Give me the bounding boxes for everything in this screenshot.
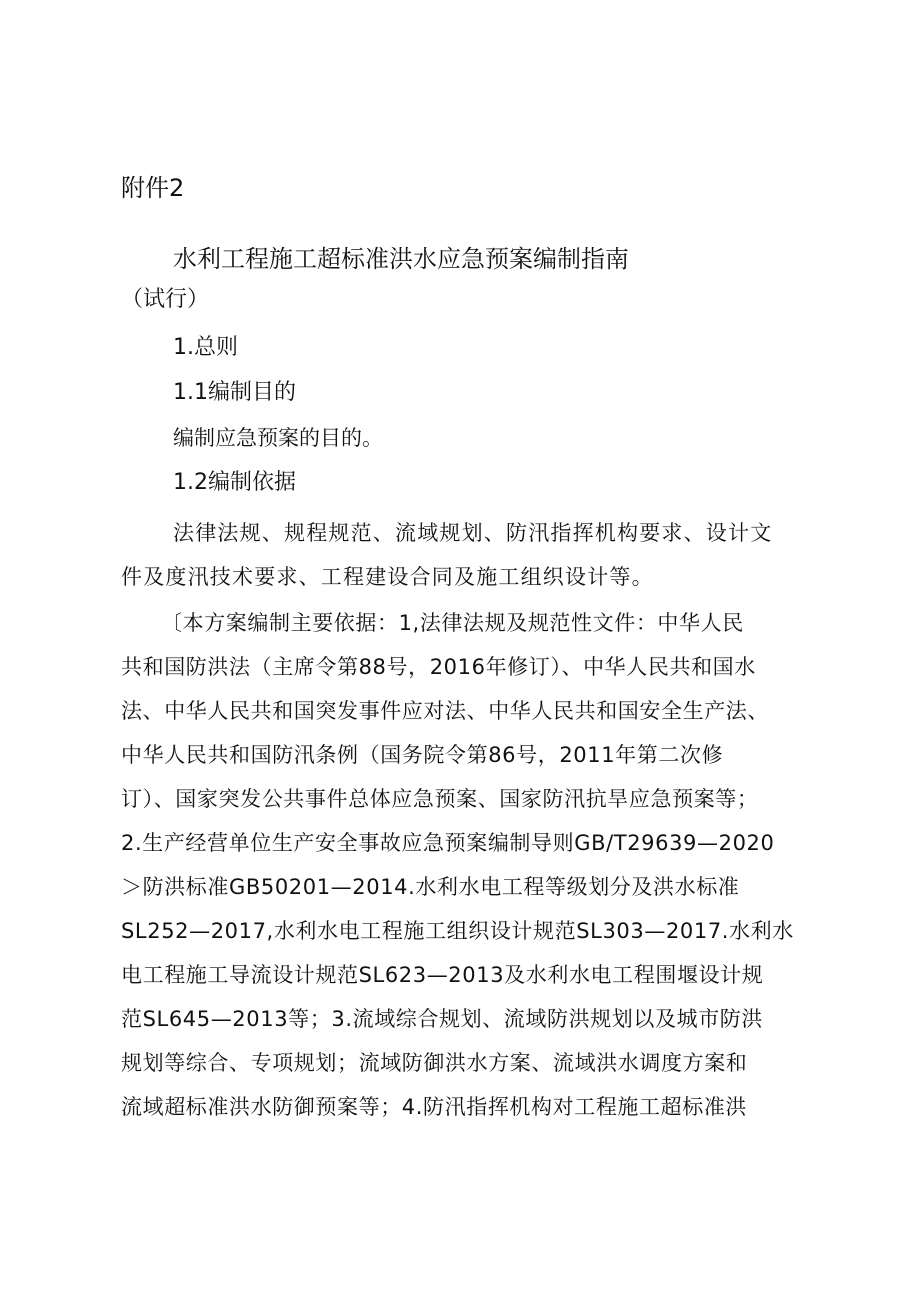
document-title: 水利工程施工超标准洪水应急预案编制指南 <box>173 245 629 273</box>
section-heading-purpose: 1.1编制目的 <box>173 380 296 405</box>
paragraph-line: 电工程施工导流设计规范SL623—2013及水利水电工程围堰设计规 <box>121 963 764 987</box>
section-purpose-text: 编制应急预案的目的。 <box>173 426 383 450</box>
paragraph-line: ＞防洪标准GB50201—2014.水利水电工程等级划分及洪水标准 <box>121 875 740 899</box>
paragraph-line: 范SL645—2013等；3.流域综合规划、流域防洪规划以及城市防洪 <box>121 1007 763 1031</box>
attachment-label: 附件2 <box>121 174 185 202</box>
paragraph-line: SL252—2017,水利水电工程施工组织设计规范SL303—2017.水利水 <box>121 919 794 943</box>
paragraph-line: 共和国防洪法（主席令第88号，2016年修订）、中华人民共和国水 <box>121 655 756 679</box>
paragraph-line: 法律法规、规程规范、流域规划、防汛指挥机构要求、设计文 <box>173 521 773 545</box>
paragraph-line: 中华人民共和国防汛条例（国务院令第86号，2011年第二次修 <box>121 743 724 767</box>
document-subtitle: （试行） <box>121 287 210 312</box>
paragraph-line: 2.生产经营单位生产安全事故应急预案编制导则GB/T29639—2020 <box>121 831 775 855</box>
paragraph-line: 订）、国家突发公共事件总体应急预案、国家防汛抗旱应急预案等； <box>121 787 759 811</box>
paragraph-line: 规划等综合、专项规划；流域防御洪水方案、流域洪水调度方案和 <box>121 1051 748 1075</box>
basis-detail-paragraph <box>121 601 811 1129</box>
paragraph-line: 〔本方案编制主要依据：1,法律法规及规范性文件：中华人民 <box>161 611 744 635</box>
basis-paragraph <box>121 511 811 599</box>
section-heading-basis: 1.2编制依据 <box>173 470 296 495</box>
paragraph-line: 法、中华人民共和国突发事件应对法、中华人民共和国安全生产法、 <box>121 699 769 723</box>
section-heading-general: 1.总则 <box>173 335 238 360</box>
paragraph-line: 流域超标准洪水防御预案等；4.防汛指挥机构对工程施工超标准洪 <box>121 1095 748 1119</box>
paragraph-line: 件及度汛技术要求、工程建设合同及施工组织设计等。 <box>121 565 654 589</box>
